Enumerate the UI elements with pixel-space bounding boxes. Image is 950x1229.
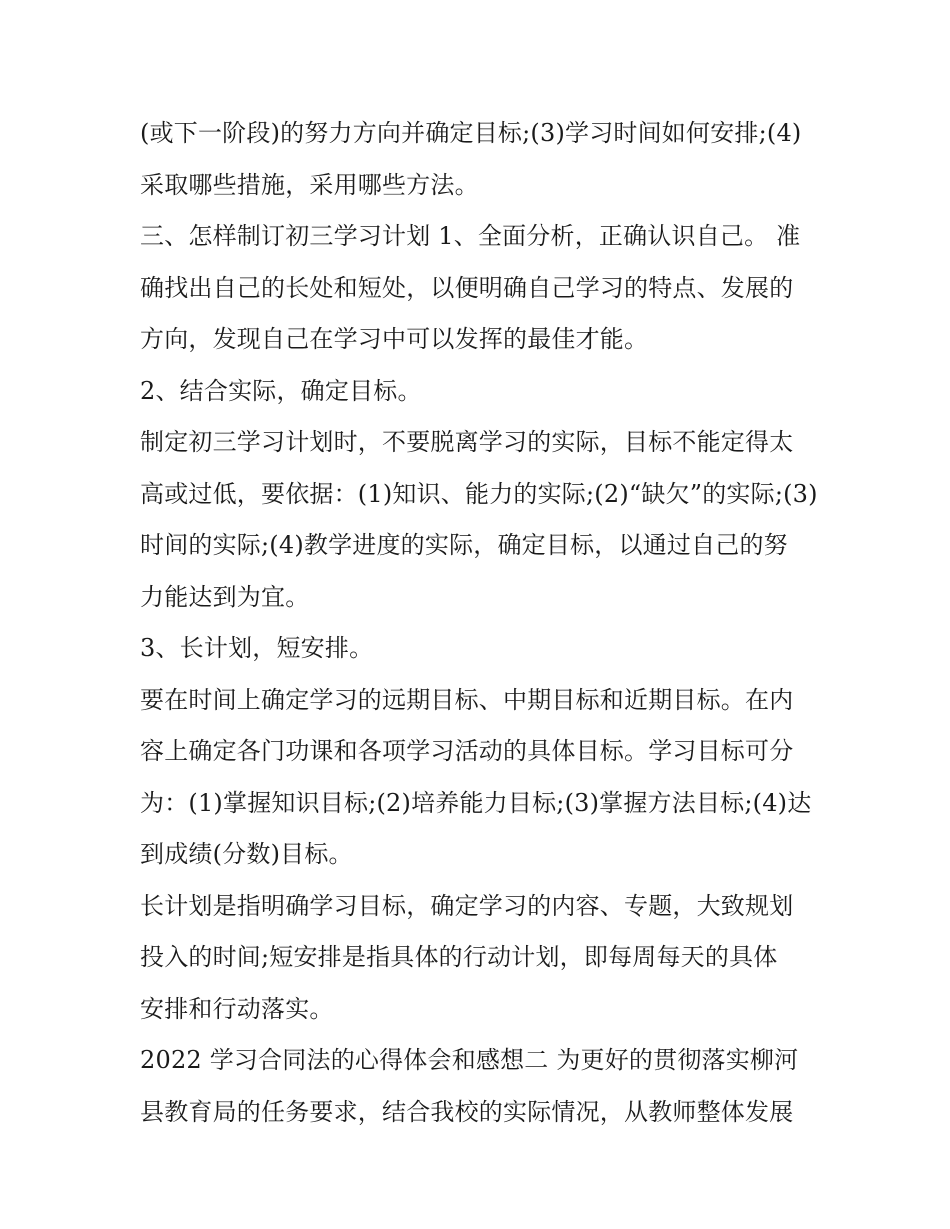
- text-line: 为：(1)掌握知识目标;(2)培养能力目标;(3)掌握方法目标;(4)达: [140, 788, 812, 817]
- text-line: 制定初三学习计划时，不要脱离学习的实际，目标不能定得太: [140, 428, 794, 456]
- text-line: 力能达到为宜。: [140, 582, 310, 611]
- text-line: 2022 学习合同法的心得体会和感想二 为更好的贯彻落实柳河: [140, 1046, 799, 1074]
- text-line: 投入的时间;短安排是指具体的行动计划，即每周每天的具体: [140, 943, 778, 971]
- text-line: 3、长计划，短安排。: [140, 634, 374, 662]
- text-line: 方向，发现自己在学习中可以发挥的最佳才能。: [140, 325, 649, 353]
- text-line: 长计划是指明确学习目标，确定学习的内容、专题，大致规划: [140, 891, 794, 920]
- text-line: 高或过低，要依据：(1)知识、能力的实际;(2)“缺欠”的实际;(3): [140, 479, 818, 508]
- text-line: 县教育局的任务要求，结合我校的实际情况，从教师整体发展: [140, 1097, 794, 1126]
- text-line: (或下一阶段)的努力方向并确定目标;(3)学习时间如何安排;(4): [140, 119, 802, 147]
- text-line: 到成绩(分数)目标。: [140, 840, 353, 868]
- text-line: 时间的实际;(4)教学进度的实际，确定目标，以通过自己的努: [140, 531, 788, 559]
- text-line: 要在时间上确定学习的远期目标、中期目标和近期目标。在内: [140, 685, 794, 714]
- text-line: 安排和行动落实。: [140, 994, 334, 1023]
- text-line: 三、怎样制订初三学习计划 1、全面分析，正确认识自己。 准: [140, 222, 801, 250]
- text-line: 确找出自己的长处和短处，以便明确自己学习的特点、发展的: [140, 273, 794, 302]
- document-body: [140, 108, 820, 1138]
- text-line: 2、结合实际，确定目标。: [140, 376, 422, 405]
- text-line: 容上确定各门功课和各项学习活动的具体目标。学习目标可分: [140, 737, 794, 765]
- text-line: 采取哪些措施，采用哪些方法。: [140, 170, 479, 199]
